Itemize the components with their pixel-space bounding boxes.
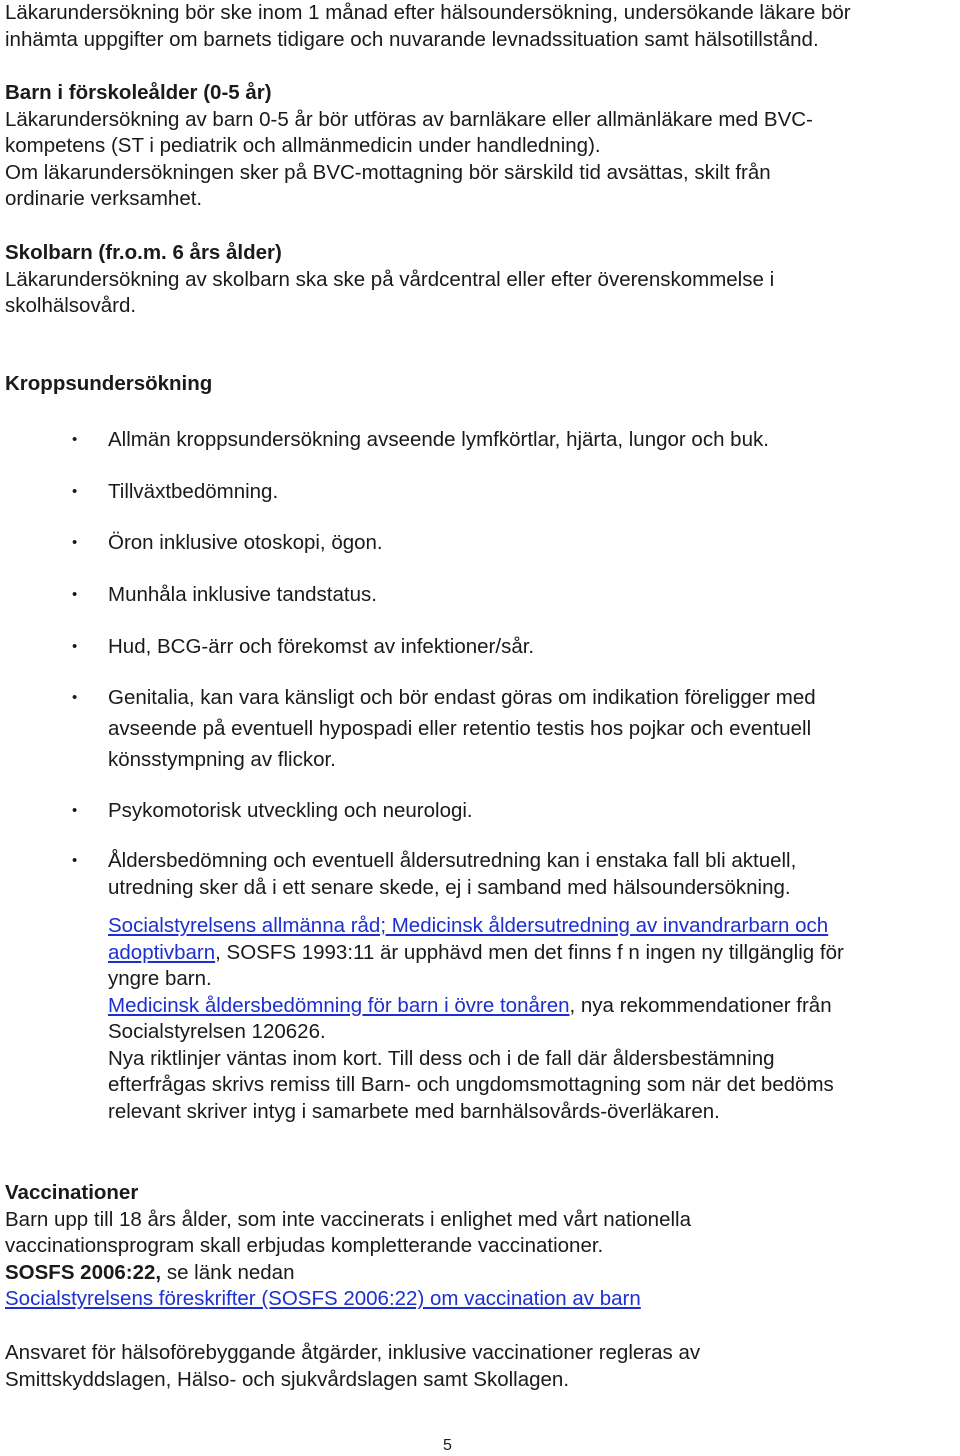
bullet-icon: • bbox=[72, 802, 78, 819]
responsibility-paragraph bbox=[5, 1340, 955, 1393]
age-assessment-references bbox=[108, 913, 938, 1125]
vaccination-heading: Vaccinationer bbox=[5, 1181, 139, 1204]
list-item-text: Tillväxtbedömning. bbox=[108, 480, 279, 503]
list-item-text: Psykomotorisk utveckling och neurologi. bbox=[108, 799, 473, 822]
preschool-heading: Barn i förskoleålder (0-5 år) bbox=[5, 81, 272, 104]
vaccination-line-1: Barn upp till 18 års ålder, som inte vaccinerats i enlighet med vårt nationella bbox=[5, 1207, 691, 1231]
list-item-text-line-2: avseende på eventuell hypospadi eller retentio testis hos pojkar och eventuell bbox=[108, 717, 812, 740]
page-number: 5 bbox=[443, 1437, 452, 1454]
list-item-text: Öron inklusive otoskopi, ögon. bbox=[108, 531, 383, 554]
responsibility-line-2: Smittskyddslagen, Hälso- och sjukvårdslagen samt Skollagen. bbox=[5, 1367, 570, 1391]
sosfs-line bbox=[5, 1260, 955, 1287]
preschool-section bbox=[5, 80, 955, 213]
vaccination-line-2: vaccinationsprogram skall erbjudas kompletterande vaccinationer. bbox=[5, 1234, 604, 1257]
list-item-text: Allmän kroppsundersökning avseende lymfkörtlar, hjärta, lungor och buk. bbox=[108, 428, 769, 451]
schoolchild-line-1: Läkarundersökning av skolbarn ska ske på vårdcentral eller efter överenskommelse i bbox=[5, 267, 775, 291]
list-item-text-line-1: Genitalia, kan vara känsligt och bör endast göras om indikation föreligger med bbox=[108, 686, 816, 709]
list-item bbox=[72, 848, 938, 901]
list-item bbox=[72, 424, 938, 455]
list-item bbox=[72, 682, 938, 775]
list-item bbox=[72, 527, 938, 558]
reference-2-line-2: Socialstyrelsen 120626. bbox=[108, 1020, 326, 1043]
schoolchild-section bbox=[5, 240, 955, 320]
vaccination-link-line bbox=[5, 1286, 955, 1313]
preschool-line-1: Läkarundersökning av barn 0-5 år bör utföras av barnläkare eller allmänläkare med BVC- bbox=[5, 107, 813, 131]
preschool-line-2: kompetens (ST i pediatrik och allmänmedicin under handledning). bbox=[5, 134, 601, 157]
bullet-icon: • bbox=[72, 534, 78, 551]
intro-line-1: Läkarundersökning bör ske inom 1 månad efter hälsoundersökning, undersökande läkare bör bbox=[5, 1, 851, 24]
reference-1-line-1 bbox=[108, 913, 938, 940]
list-item-text: Munhåla inklusive tandstatus. bbox=[108, 583, 377, 606]
list-item-text-line-2: utredning sker då i ett senare skede, ej i samband med hälsoundersökning. bbox=[108, 875, 791, 899]
age-investigation-link-part-1[interactable]: Socialstyrelsens allmänna råd; Medicinsk åldersutredning av invandrarbarn och bbox=[108, 914, 829, 937]
bullet-icon: • bbox=[72, 638, 78, 655]
reference-1-line-3: yngre barn. bbox=[108, 967, 212, 990]
bullet-icon: • bbox=[72, 852, 78, 869]
sosfs-text: se länk nedan bbox=[161, 1260, 295, 1284]
body-exam-heading: Kroppsundersökning bbox=[5, 372, 213, 395]
list-item-text-line-1: Åldersbedömning och eventuell åldersutredning kan i enstaka fall bli aktuell, bbox=[108, 849, 797, 872]
reference-1-text: , SOSFS 1993:11 är upphävd men det finns f n ingen ny tillgänglig för bbox=[215, 940, 844, 964]
guidelines-line-2: efterfrågas skrivs remiss till Barn- och ungdomsmottagning som när det bedöms bbox=[108, 1073, 834, 1096]
reference-1-line-2 bbox=[108, 940, 938, 967]
guidelines-line-1: Nya riktlinjer väntas inom kort. Till dess och i de fall där åldersbestämning bbox=[108, 1046, 775, 1070]
list-item-text: Hud, BCG-ärr och förekomst av infektioner/sår. bbox=[108, 635, 535, 658]
schoolchild-heading: Skolbarn (fr.o.m. 6 års ålder) bbox=[5, 241, 282, 264]
bullet-icon: • bbox=[72, 586, 78, 603]
preschool-line-3: Om läkarundersökningen sker på BVC-mottagning bör särskild tid avsättas, skilt från bbox=[5, 160, 771, 184]
vaccination-section bbox=[5, 1180, 955, 1313]
preschool-line-4: ordinarie verksamhet. bbox=[5, 187, 203, 210]
responsibility-line-1: Ansvaret för hälsoförebyggande åtgärder, inklusive vaccinationer regleras av bbox=[5, 1341, 701, 1364]
reference-2-text: , nya rekommendationer från bbox=[569, 993, 832, 1017]
vaccination-regulation-link[interactable]: Socialstyrelsens föreskrifter (SOSFS 2006:22) om vaccination av barn bbox=[5, 1287, 641, 1310]
list-item bbox=[72, 795, 938, 826]
list-item bbox=[72, 579, 938, 610]
list-item-text-line-3: könsstympning av flickor. bbox=[108, 748, 336, 771]
intro-line-2: inhämta uppgifter om barnets tidigare och nuvarande levnadssituation samt hälsotillstånd. bbox=[5, 27, 819, 51]
reference-2-line-1 bbox=[108, 993, 938, 1020]
bullet-icon: • bbox=[72, 483, 78, 500]
intro-paragraph bbox=[5, 0, 955, 53]
sosfs-reference: SOSFS 2006:22, bbox=[5, 1260, 162, 1284]
bullet-icon: • bbox=[72, 431, 78, 448]
teen-age-assessment-link[interactable]: Medicinsk åldersbedömning för barn i övre tonåren bbox=[108, 993, 570, 1017]
list-item bbox=[72, 631, 938, 662]
bullet-icon: • bbox=[72, 689, 78, 706]
age-investigation-link-part-2[interactable]: adoptivbarn bbox=[108, 940, 216, 964]
schoolchild-line-2: skolhälsovård. bbox=[5, 294, 137, 317]
list-item bbox=[72, 476, 938, 507]
guidelines-line-3: relevant skriver intyg i samarbete med barnhälsovårds-överläkaren. bbox=[108, 1099, 720, 1123]
